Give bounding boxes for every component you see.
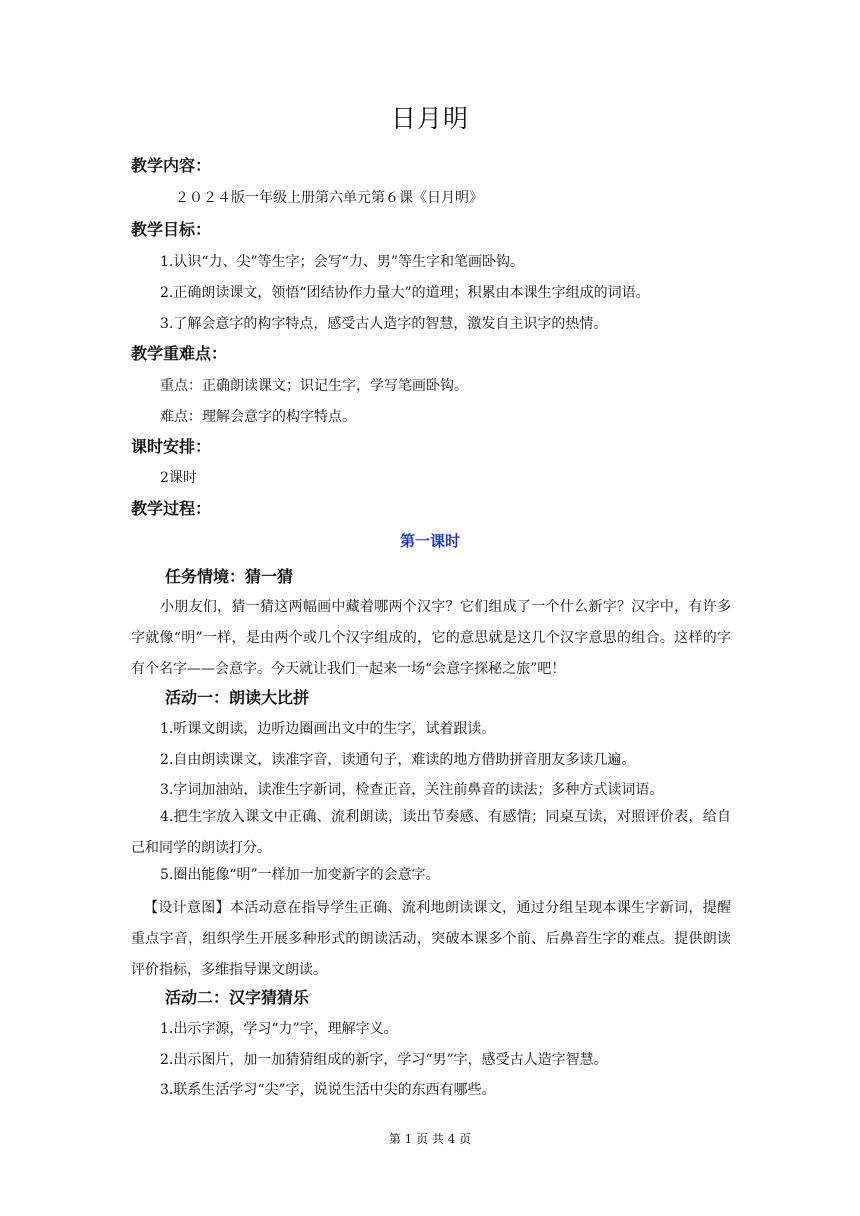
activity1-item-2: 2.自由朗读课文，读准字音，读通句子，难读的地方借助拼音朋友多读几遍。 <box>160 752 636 768</box>
content-heading: 教学内容： <box>131 156 212 175</box>
task-paragraph: 小朋友们，猜一猜这两幅画中藏着哪两个汉字？它们组成了一个什么新字？汉字中，有许多字就像“明”一样，是由两个或几个汉字组成的，它的意思就是这几个汉字意思的组合。这样的字有个名字——会意字。今天就让我们一起来一场“会意字探秘之旅”吧！ <box>131 599 731 677</box>
keypoints-heading: 教学重难点： <box>131 344 228 363</box>
activity2-item-3: 3.联系生活学习“尖”字，说说生活中尖的东西有哪些。 <box>160 1082 496 1098</box>
activity2-item-2: 2.出示图片，加一加猜猜组成的新字，学习“男”字，感受古人造字智慧。 <box>160 1052 608 1068</box>
keypoint-key: 重点：正确朗读课文；识记生字，学写笔画卧钩。 <box>160 378 468 394</box>
lesson-title: 第一课时 <box>399 532 460 550</box>
activity2-heading: 活动二：汉字猜猜乐 <box>165 988 310 1007</box>
activity2-item-1: 1.出示字源，学习“力”字，理解字义。 <box>160 1021 398 1037</box>
schedule-text: 2课时 <box>160 470 197 486</box>
activity1-item-3: 3.字词加油站，读准生字新词，检查正音，关注前鼻音的读法；多种方式读词语。 <box>160 782 664 798</box>
design-intent: 【设计意图】本活动意在指导学生正确、流利地朗读课文，通过分组呈现本课生字新词，提醒重点字音，组织学生开展多种形式的朗读活动，突破本课多个前、后鼻音生字的难点。提供朗读评价指标，多维指导课文朗读。 <box>131 900 731 978</box>
activity1-item-1: 1.听课文朗读，边听边圈画出文中的生字，试着跟读。 <box>160 721 496 737</box>
goals-heading: 教学目标： <box>131 220 212 239</box>
goal-item-1: 1.认识“力、尖”等生字；会写“力、男”等生字和笔画卧钩。 <box>160 254 524 270</box>
activity1-heading: 活动一：朗读大比拼 <box>165 688 310 707</box>
goal-item-2: 2.正确朗读课文，领悟“团结协作力量大”的道理；积累由本课生字组成的词语。 <box>160 285 650 301</box>
schedule-heading: 课时安排： <box>131 437 212 456</box>
activity1-item-5: 5.圈出能像“明”一样加一加变新字的会意字。 <box>160 867 440 883</box>
page-footer: 第 1 页 共 4 页 <box>388 1132 472 1146</box>
keypoint-difficult: 难点：理解会意字的构字特点。 <box>160 409 356 425</box>
process-heading: 教学过程： <box>131 499 212 518</box>
document-title: 日月明 <box>390 104 469 133</box>
task-heading: 任务情境：猜一猜 <box>165 567 294 586</box>
activity1-item-4: 4.把生字放入课文中正确、流利朗读，读出节奏感、有感情；同桌互读，对照评价表，给自己和同学的朗读打分。 <box>131 809 731 856</box>
content-text: ２０２４版一年级上册第六单元第６课《日月明》 <box>175 190 483 206</box>
goal-item-3: 3.了解会意字的构字特点，感受古人造字的智慧，激发自主识字的热情。 <box>160 316 608 332</box>
